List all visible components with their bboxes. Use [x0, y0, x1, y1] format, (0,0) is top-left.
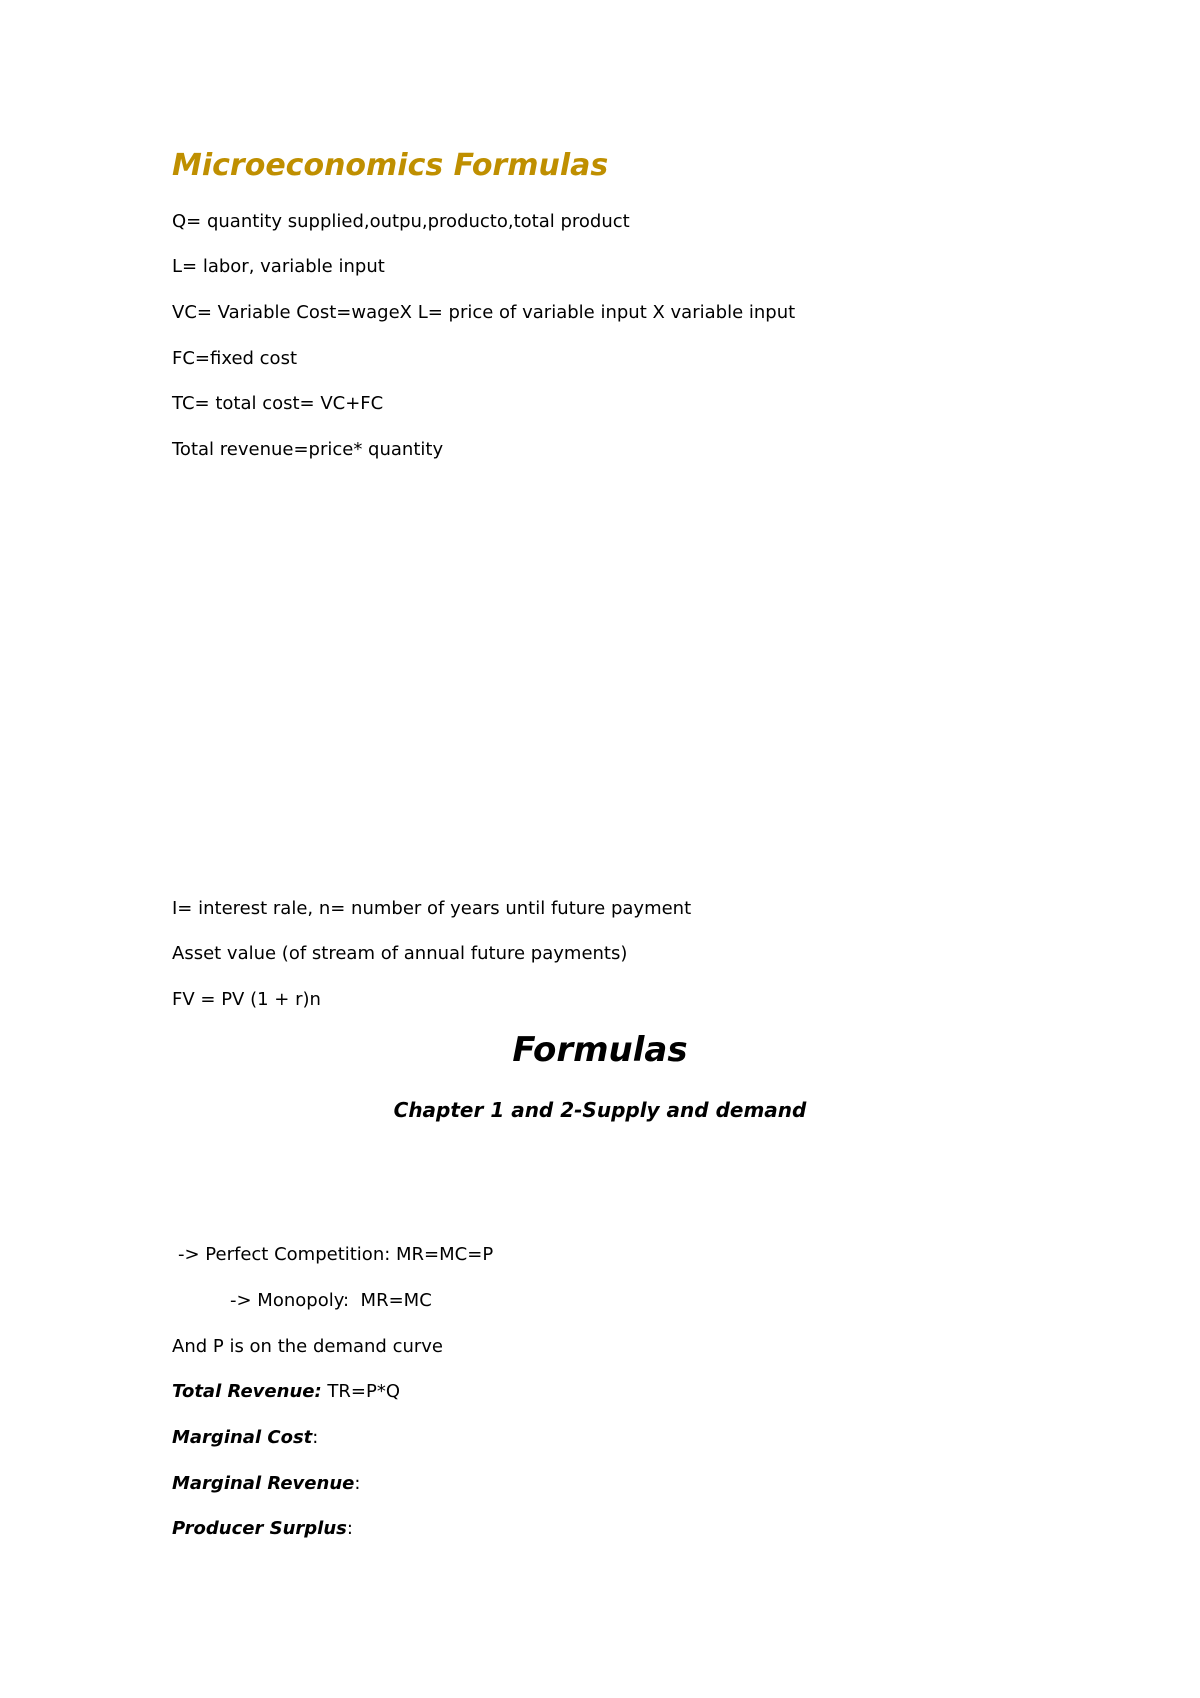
definition-marginal-revenue: [172, 1473, 360, 1495]
intro-line-labor: L= labor, variable input: [172, 256, 385, 277]
definition-label: Marginal Revenue: [172, 1473, 355, 1494]
interest-line-definitions: I= interest rale, n= number of years until future payment: [172, 898, 692, 919]
chapter-heading: Chapter 1 and 2-Supply and demand: [393, 1098, 807, 1122]
perfect-competition-line: -> Perfect Competition: MR=MC=P: [178, 1244, 494, 1265]
definition-label: Producer Surplus: [172, 1518, 347, 1539]
intro-line-fixed-cost: FC=fixed cost: [172, 348, 298, 369]
monopoly-line: -> Monopoly: MR=MC: [230, 1290, 432, 1311]
formulas-heading: Formulas: [512, 1030, 688, 1070]
definition-value: :: [346, 1518, 353, 1539]
document-title: Microeconomics Formulas: [172, 148, 609, 183]
demand-curve-line: And P is on the demand curve: [172, 1336, 444, 1357]
intro-line-quantity: Q= quantity supplied,outpu,producto,total product: [172, 211, 630, 232]
definition-value: :: [354, 1473, 361, 1494]
intro-line-total-cost: TC= total cost= VC+FC: [172, 393, 384, 414]
definition-value: TR=P*Q: [321, 1381, 400, 1402]
intro-line-variable-cost: VC= Variable Cost=wageX L= price of variable input X variable input: [172, 302, 796, 323]
definition-producer-surplus: [172, 1518, 353, 1540]
definition-value: :: [312, 1427, 319, 1448]
interest-line-future-value: FV = PV (1 + r)n: [172, 989, 321, 1010]
definition-label: Marginal Cost: [172, 1427, 313, 1448]
definition-marginal-cost: [172, 1427, 318, 1449]
definition-total-revenue: [172, 1381, 400, 1403]
interest-line-asset-value: Asset value (of stream of annual future payments): [172, 943, 628, 964]
intro-line-total-revenue: Total revenue=price* quantity: [172, 439, 444, 460]
definition-label: Total Revenue:: [172, 1381, 322, 1402]
